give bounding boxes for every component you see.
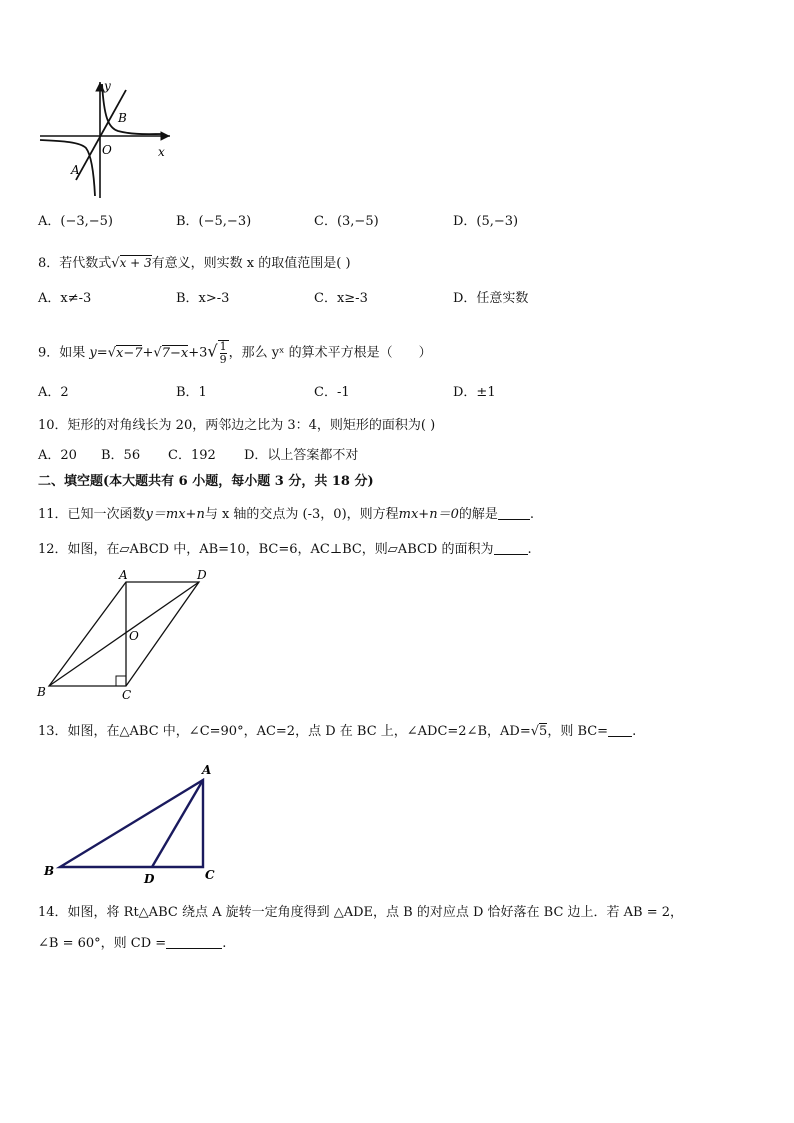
q8-option-b[interactable]: B．x>-3 [176,291,230,306]
q14-answer-blank[interactable] [166,936,222,949]
q9-sqrt1: √x−7 [107,345,143,361]
q7-option-c[interactable]: C．(3,−5) [314,214,379,229]
q12-label-A: A [119,568,128,582]
q8-option-a[interactable]: A．x≠-3 [38,291,92,306]
q13-radicand: 5 [539,724,548,739]
q11-expr1: y＝mx+n [145,507,205,522]
q9-option-c[interactable]: C．-1 [314,385,350,400]
q9-option-a[interactable]: A．2 [38,385,69,400]
q13-answer-blank[interactable] [608,724,632,737]
q12-label-O: O [129,629,139,643]
q9-rad2: 7−x [161,345,189,361]
q9-option-b[interactable]: B．1 [176,385,207,400]
q12-end: . [527,542,532,557]
q12-answer-blank[interactable] [494,542,528,555]
q11-stem [38,507,534,523]
q9-prefix: 9．如果 [38,345,86,361]
section-fill-in-heading: 二、填空题(本大题共有 6 小题，每小题 3 分，共 18 分) [38,474,374,489]
label-B: B [118,111,127,125]
q9-fraction [218,340,229,366]
line-through-origin [76,90,126,180]
q8-option-d[interactable]: D．任意实数 [453,291,529,306]
q12-label-D: D [197,568,207,582]
hyperbola-branch-1 [102,84,163,134]
q9-eq: = [96,345,108,361]
label-O: O [102,143,112,157]
label-y: y [104,79,111,93]
q9-stem [38,340,432,366]
label-x: x [158,145,165,159]
q9-suffix: ，那么 yˣ 的算术平方根是（ ） [228,345,432,361]
q8-stem [38,255,351,272]
q13-label-A: A [202,763,212,777]
q12-label-C: C [122,688,132,702]
q13-part2: ，则 BC= [547,724,609,739]
q8-prefix: 8．若代数式 [38,256,112,271]
q9-frac-den: 9 [219,353,227,366]
q13-sqrt: √5 [530,724,548,739]
q11-part1: 11．已知一次函数 [38,507,146,522]
q14-stem-line2 [38,936,226,952]
q13-label-B: B [44,864,55,878]
q14-stem-line1: 14．如图，将 Rt△ABC 绕点 A 旋转一定角度得到 △ADE，点 B 的对应点 D 恰好落在 BC 边上．若 AB = 2， [38,905,684,920]
q9-sqrt2: √7−x [153,345,189,361]
q11-part2: 与 x 轴的交点为 (-3，0)，则方程 [204,507,399,522]
q12-text: 12．如图，在▱ABCD 中，AB=10，BC=6，AC⊥BC，则▱ABCD 的面积为 [38,542,494,557]
q7-graph-figure [38,76,178,201]
q12-label-B: B [37,685,46,699]
q11-part3: 的解是 [458,507,498,522]
q12-parallelogram-figure [34,568,224,703]
q9-frac-num: 1 [219,340,227,353]
q11-answer-blank[interactable] [498,507,530,520]
q11-end: . [529,507,534,522]
q14-end: . [222,936,227,951]
label-A: A [71,163,80,177]
q13-end: . [632,724,637,739]
q7-option-d[interactable]: D．(5,−3) [453,214,519,229]
q9-option-d[interactable]: D．±1 [453,385,496,400]
q9-plus1: + [142,345,154,361]
q10-option-d[interactable]: D．以上答案都不对 [244,448,359,463]
q8-option-c[interactable]: C．x≥-3 [314,291,368,306]
q10-option-c[interactable]: C．192 [168,448,216,463]
q13-label-C: C [205,868,215,882]
q10-option-b[interactable]: B．56 [101,448,141,463]
q7-option-a[interactable]: A．(−3,−5) [38,214,113,229]
q8-radicand: x + 3 [119,256,152,270]
q7-option-b[interactable]: B．(−5,−3) [176,214,252,229]
q9-y: y [89,345,97,361]
q9-sqrt3: √ [207,341,218,361]
q10-stem: 10．矩形的对角线长为 20，两邻边之比为 3：4，则矩形的面积为( ) [38,418,436,433]
q9-rad1: x−7 [115,345,143,361]
q8-suffix: 有意义，则实数 x 的取值范围是( ) [151,256,351,271]
hyperbola-branch-2 [40,140,95,196]
q11-expr2: mx+n＝0 [398,507,459,522]
q13-label-D: D [144,872,155,886]
q14-line2-text: ∠B = 60°，则 CD = [38,936,167,951]
q13-part1: 13．如图，在△ABC 中，∠C=90°，AC=2，点 D 在 BC 上，∠ADC=2∠B，AD= [38,724,531,739]
q13-stem [38,724,636,740]
q13-triangle-figure [40,760,230,885]
q10-option-a[interactable]: A．20 [38,448,77,463]
q12-stem [38,542,532,558]
q9-plus2: +3 [188,345,208,361]
q8-sqrt: √x + 3 [111,256,152,271]
